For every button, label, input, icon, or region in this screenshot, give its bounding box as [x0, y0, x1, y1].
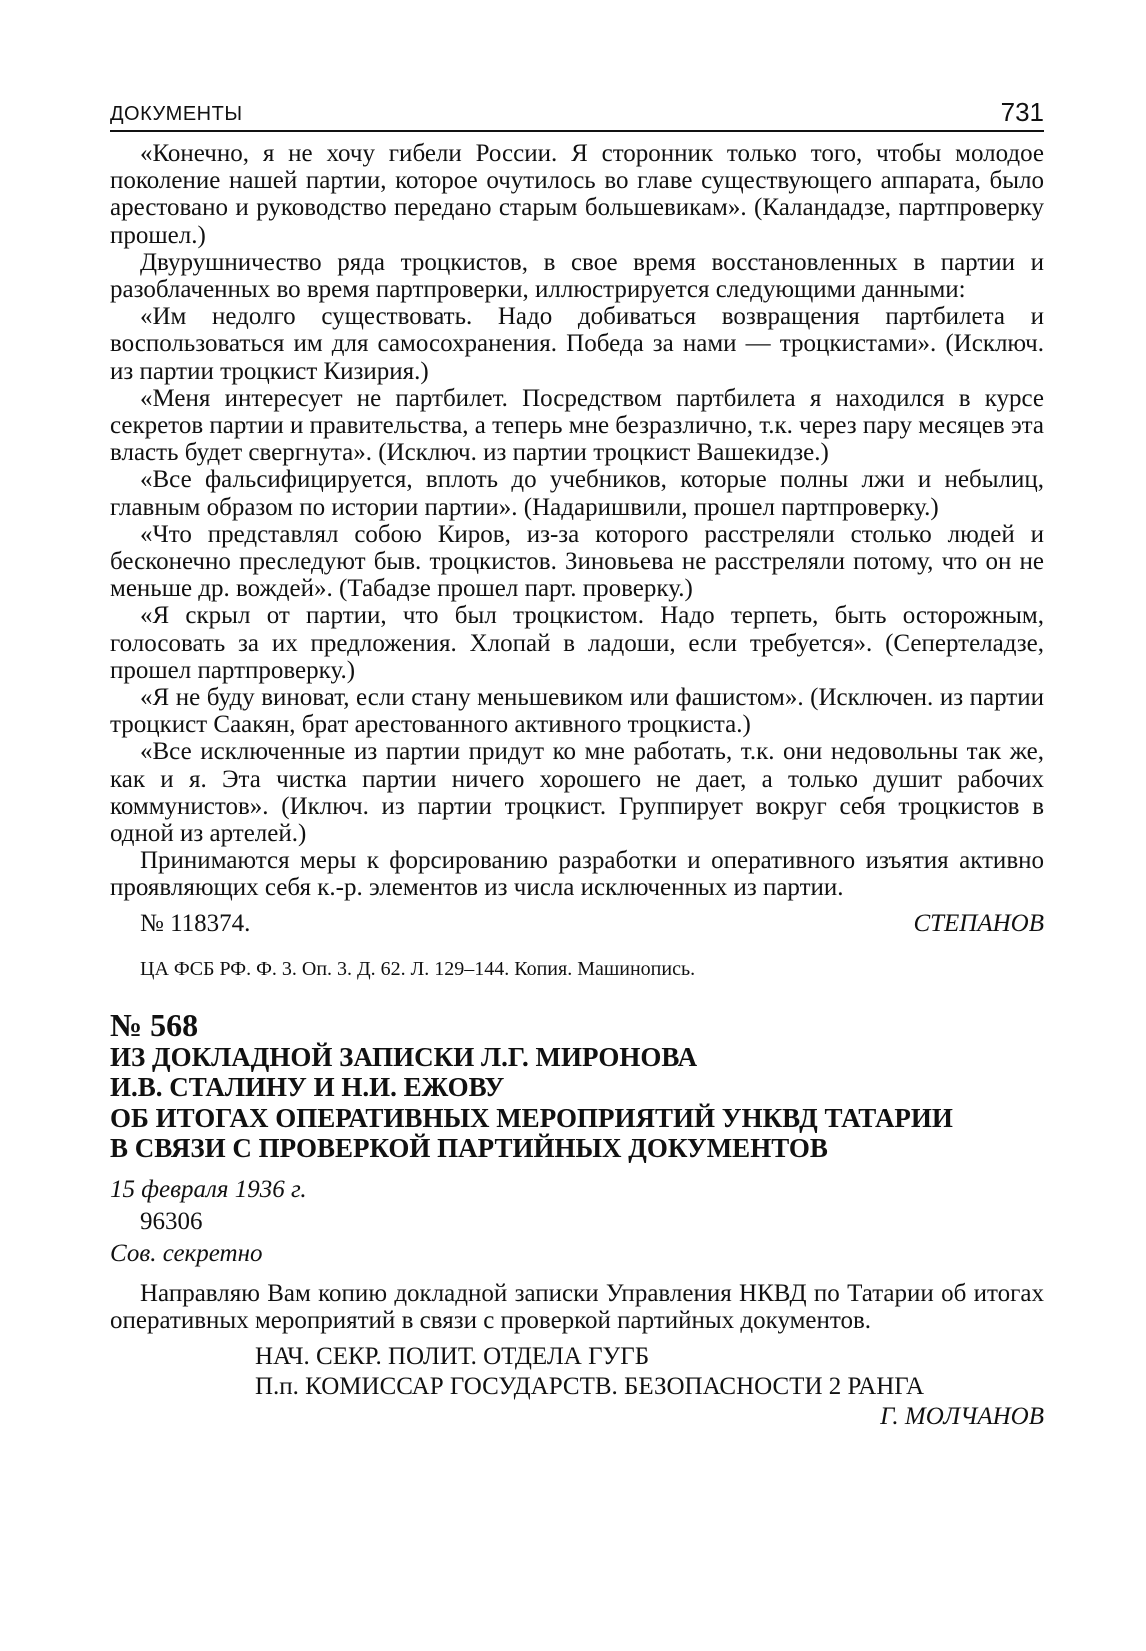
archive-reference: ЦА ФСБ РФ. Ф. 3. Оп. 3. Д. 62. Л. 129–144. Копия. Машинопись.: [140, 957, 696, 980]
section-label: ДОКУМЕНТЫ: [110, 103, 243, 125]
paragraph: «Меня интересует не партбилет. Посредством партбилета я находился в курсе секретов партии и правительства, а теперь мне безразлично, т.к. через пару месяцев эта власть будет свергнута». (Исключ. из партии троцкист Вашекидзе.): [110, 384, 1044, 467]
paragraph: Двурушничество ряда троцкистов, в свое время восстановленных в партии и разоблаченных во время партпроверки, иллюстрируется следующими данными:: [110, 248, 1044, 304]
paragraph: «Я скрыл от партии, что был троцкистом. Надо терпеть, быть осторожным, голосовать за их предложения. Хлопай в ладоши, если требуется». (Сепертеладзе, прошел партпроверку.): [110, 602, 1044, 684]
classification-mark: Сов. секретно: [110, 1239, 263, 1267]
signatory-name: Г. МОЛЧАНОВ: [880, 1403, 1044, 1431]
report-number: № 118374.: [140, 909, 251, 937]
paragraph: «Что представлял собою Киров, из-за которого расстреляли столько людей и бесконечно преследуют быв. троцкистов. Зиновьева не расстреляли потому, что он не меньше др. вождей». (Табадзе прошел парт. проверку.): [110, 520, 1044, 603]
paragraph: «Все фальсифицируется, вплоть до учебников, которые полны лжи и небылиц, главным образом по истории партии». (Надаришвили, прошел партпроверку.): [110, 466, 1044, 521]
document-date: 15 февраля 1936 г.: [110, 1175, 307, 1203]
page-body: [110, 140, 1044, 1432]
signatory-position: НАЧ. СЕКР. ПОЛИТ. ОТДЕЛА ГУГБ: [255, 1343, 650, 1371]
document-title-line: И.В. СТАЛИНУ И Н.И. ЕЖОВУ: [110, 1072, 505, 1103]
page-number: 731: [1000, 97, 1044, 127]
signatory-rank: П.п. КОМИССАР ГОСУДАРСТВ. БЕЗОПАСНОСТИ 2 РАНГА: [255, 1373, 925, 1401]
paragraph: «Все исключенные из партии придут ко мне работать, т.к. они недовольны так же, как и я. Эта чистка партии ничего хорошего не дает, а только душит рабочих коммунистов». (Иключ. из партии троцкист. Группирует вокруг себя троцкистов в одной из артелей.): [110, 738, 1044, 848]
document-title-line: В СВЯЗИ С ПРОВЕРКОЙ ПАРТИЙНЫХ ДОКУМЕНТОВ: [110, 1133, 828, 1164]
registration-number: 96306: [140, 1207, 203, 1235]
running-header: [110, 94, 1044, 132]
paragraph: «Им недолго существовать. Надо добиваться возвращения партбилета и воспользоваться им для самосохранения. Победа за нами — троцкистами». (Исключ. из партии троцкист Кизирия.): [110, 303, 1044, 385]
document-heading: [110, 1008, 1044, 1164]
signature-block: [110, 1342, 1044, 1432]
paragraph: Принимаются меры к форсированию разработки и оперативного изъятия активно проявляющих себя к.-р. элементов из числа исключенных из партии.: [110, 847, 1044, 902]
document-number: № 568: [110, 1006, 199, 1043]
document-title-line: ОБ ИТОГАХ ОПЕРАТИВНЫХ МЕРОПРИЯТИЙ УНКВД ТАТАРИИ: [110, 1102, 953, 1133]
paragraph: «Конечно, я не хочу гибели России. Я сторонник только того, чтобы молодое поколение нашей партии, которое очутилось во главе существующего аппарата, было арестовано и руководство передано старым большевикам». (Каландадзе, партпроверку прошел.): [110, 140, 1044, 249]
signature-line: [110, 910, 1044, 942]
paragraph: «Я не буду виноват, если стану меньшевиком или фашистом». (Исключен. из партии троцкист Саакян, брат арестованного активного троцкиста.): [110, 684, 1044, 739]
signer-name: СТЕПАНОВ: [913, 909, 1044, 937]
document-title-line: ИЗ ДОКЛАДНОЙ ЗАПИСКИ Л.Г. МИРОНОВА: [110, 1041, 698, 1072]
cover-letter-text: Направляю Вам копию докладной записки Управления НКВД по Татарии об итогах оперативных мероприятий в связи с проверкой партийных документов.: [110, 1279, 1044, 1334]
